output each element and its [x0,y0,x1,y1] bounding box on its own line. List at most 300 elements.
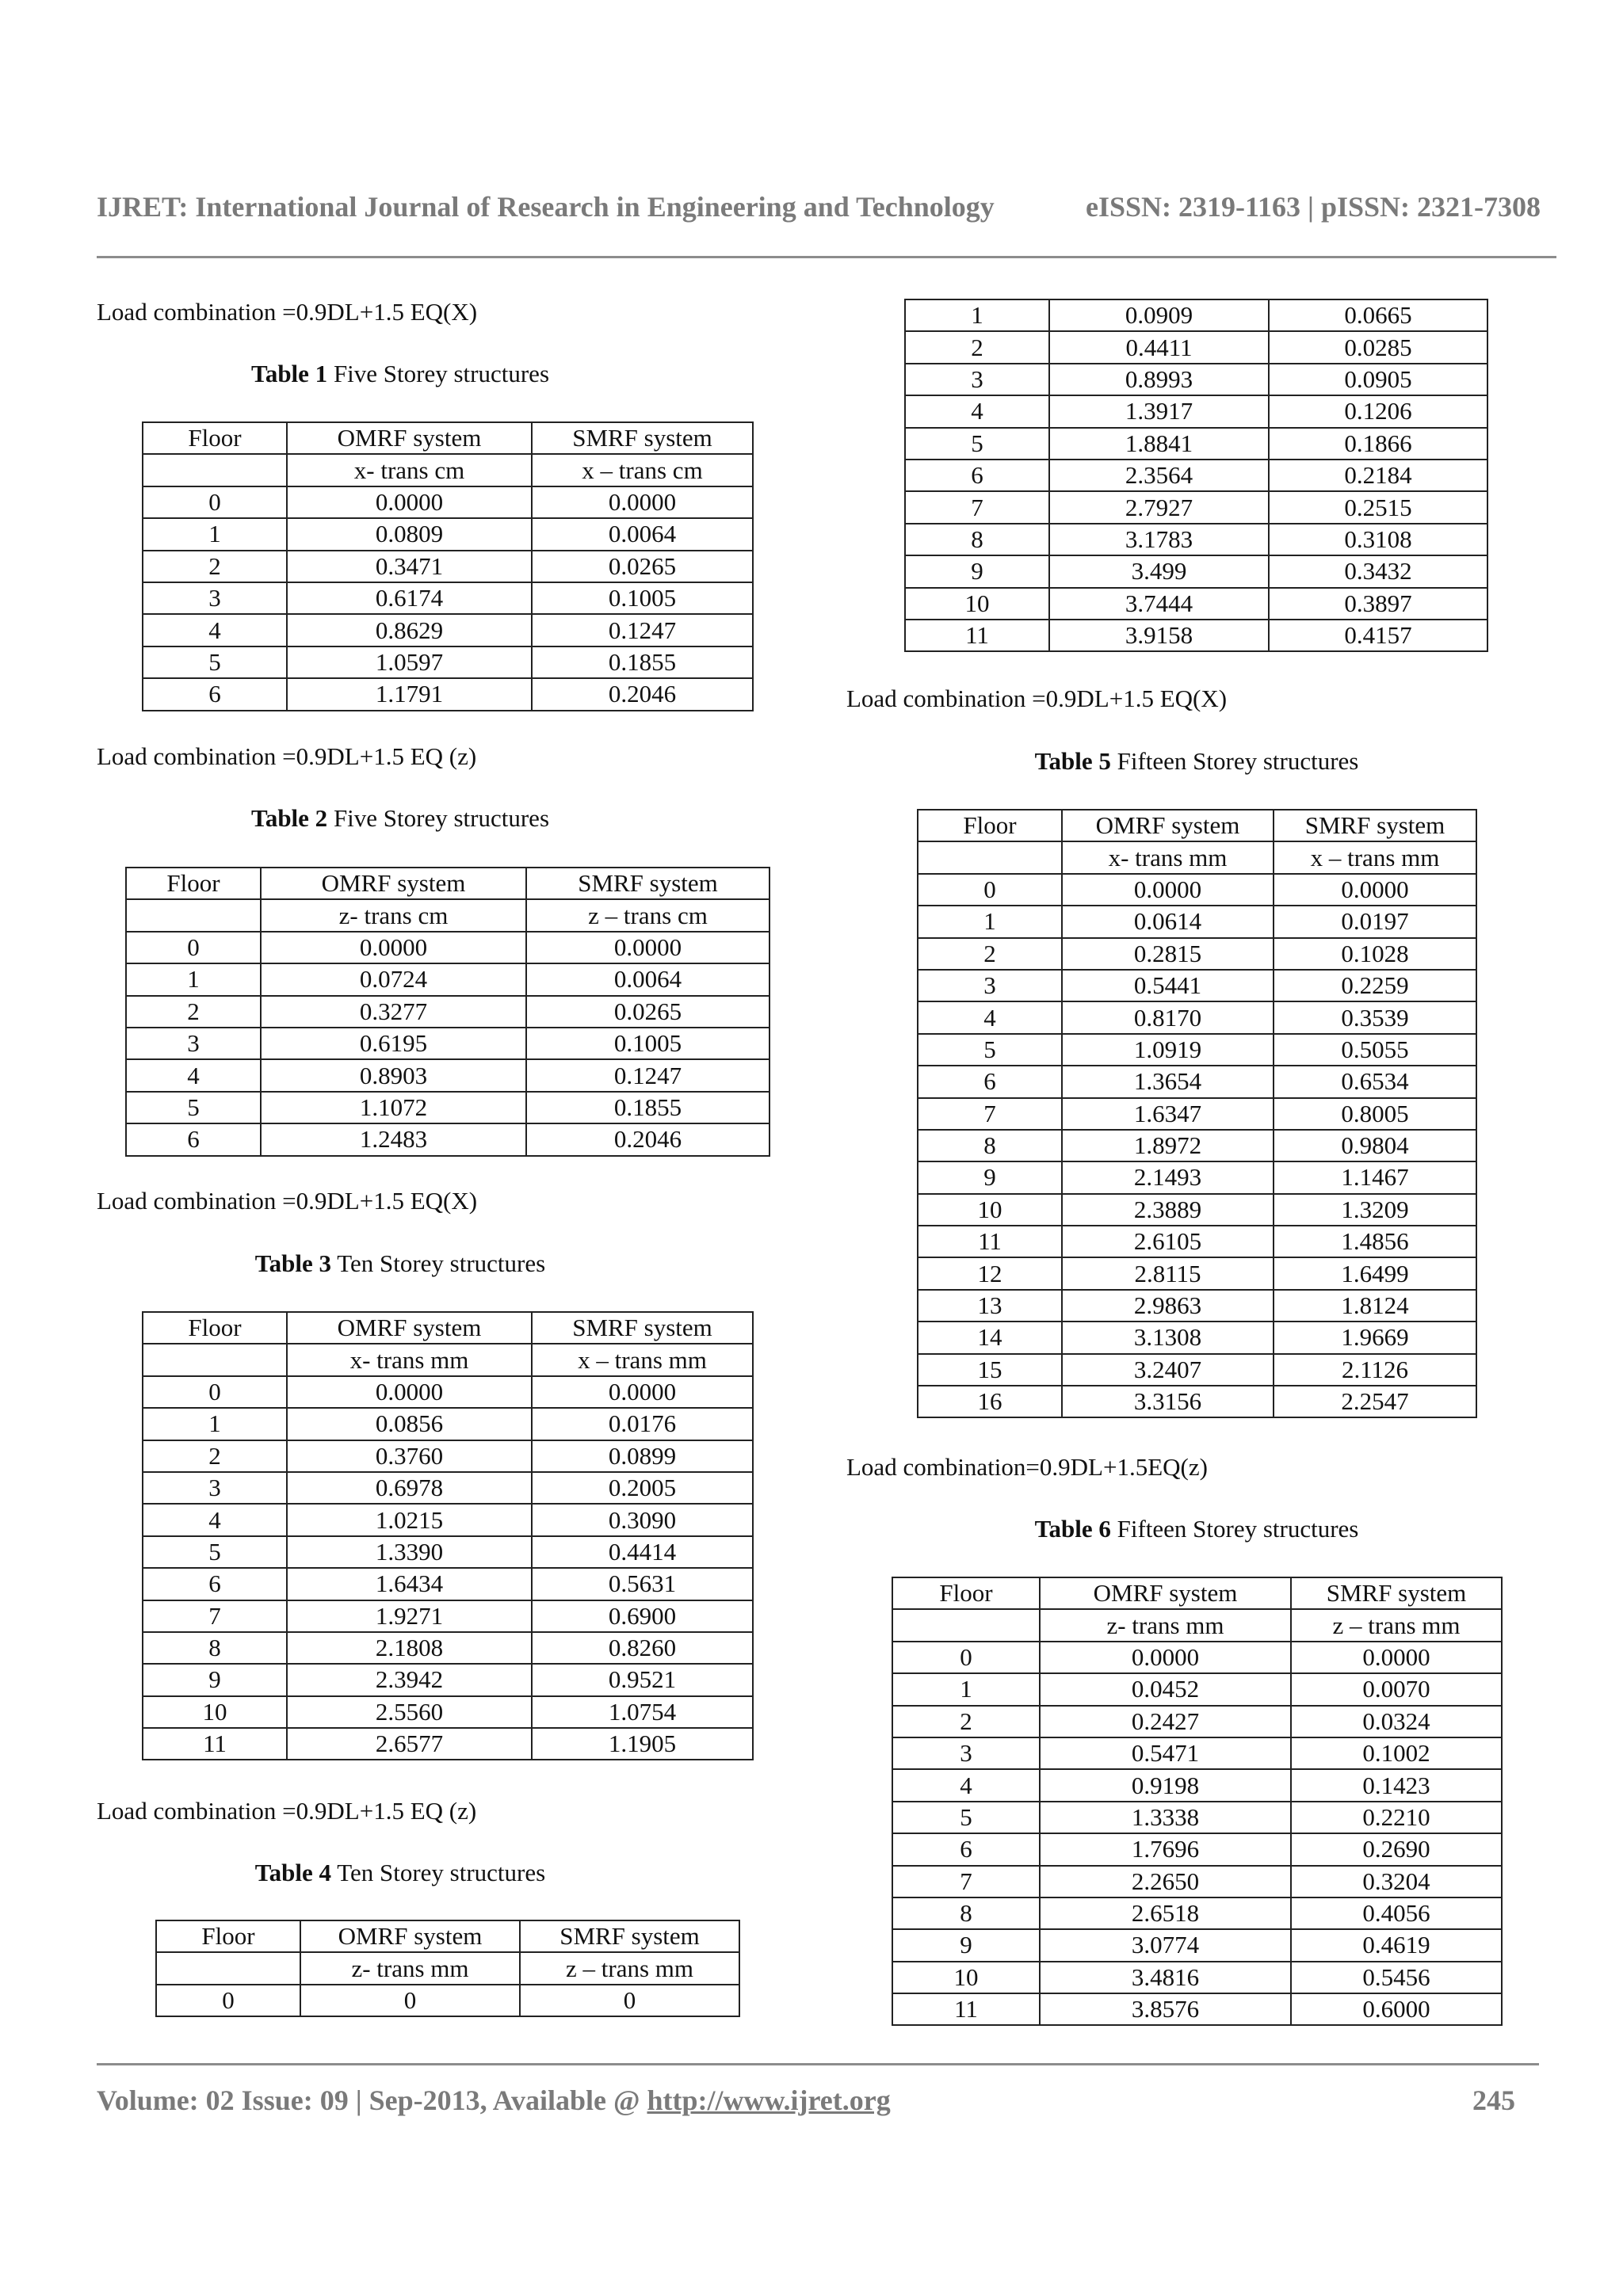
table-row [892,1673,1502,1705]
table-cell: 0.0899 [532,1440,753,1472]
table-cell: 0.0614 [1062,906,1274,937]
table-row [143,486,753,518]
table-6-caption [919,1515,1474,1543]
table-cell: z – trans cm [526,899,769,931]
table-cell: 1.8972 [1062,1130,1274,1161]
table-cell: 1 [126,963,261,995]
table-cell: 1.9271 [287,1600,532,1632]
table-cell: 0.6195 [261,1028,526,1059]
table-cell: 4 [892,1769,1040,1801]
table-row [918,1161,1476,1193]
table-row [905,588,1487,620]
table-cell: 0.9198 [1040,1769,1291,1801]
table-cell: 0.6900 [532,1600,753,1632]
table-cell: 3 [143,1472,287,1504]
table-cell: z- trans cm [261,899,526,931]
table-row [918,938,1476,970]
table-cell: 0.0724 [261,963,526,995]
table-cell [156,1952,300,1984]
table-cell: 0.3539 [1274,1001,1476,1033]
table-cell: 1.2483 [261,1123,526,1155]
table-row [143,1504,753,1535]
table-cell: 0.1206 [1269,395,1487,427]
table-row [905,555,1487,587]
table-cell: 0.0000 [526,932,769,963]
table-cell: 1 [918,906,1062,937]
table-cell: 0.0000 [1040,1642,1291,1673]
table-cell: 4 [143,1504,287,1535]
table-cell: x- trans cm [287,454,532,486]
table-cell: 6 [892,1833,1040,1865]
table-cell: 0.4411 [1049,331,1269,363]
table-row [126,1092,769,1123]
table-cell: 10 [143,1696,287,1728]
table-row [143,1664,753,1695]
table-row [918,1257,1476,1289]
load-combination-4: Load combination =0.9DL+1.5 EQ (z) [97,1797,477,1825]
table-cell: 0.3471 [287,551,532,582]
table-cell: 15 [918,1354,1062,1386]
table-cell: 5 [892,1802,1040,1833]
table-cell: 9 [918,1161,1062,1193]
load-combination-1: Load combination =0.9DL+1.5 EQ(X) [97,298,478,326]
table-cell: 16 [918,1386,1062,1417]
table-cell: 11 [892,1993,1040,2025]
table-header-row [143,1312,753,1344]
table-cell: 1.3209 [1274,1194,1476,1226]
load-combination-3: Load combination =0.9DL+1.5 EQ(X) [97,1187,478,1215]
table-cell: 0.5441 [1062,970,1274,1001]
table-cell: 0.0665 [1269,299,1487,331]
table-cell: 7 [892,1866,1040,1897]
table-cell: 3.4816 [1040,1962,1291,1993]
table-cell: 1.3917 [1049,395,1269,427]
table-cell: 3.8576 [1040,1993,1291,2025]
table-cell: 0.3204 [1291,1866,1502,1897]
table-cell: 3.3156 [1062,1386,1274,1417]
table-row [918,1226,1476,1257]
table-cell: 0.4056 [1291,1897,1502,1929]
table-cell: 2.6518 [1040,1897,1291,1929]
table-row [918,1066,1476,1097]
table-cell: 0.0000 [1291,1642,1502,1673]
table-cell: 0.1028 [1274,938,1476,970]
table-cell: 7 [143,1600,287,1632]
table-cell: 0.0064 [532,518,753,550]
table-cell: 0.2259 [1274,970,1476,1001]
table-cell: Floor [143,422,287,454]
table-cell: 10 [892,1962,1040,1993]
table-cell: 0.2427 [1040,1706,1291,1737]
table-cell: 2 [892,1706,1040,1737]
table-6 [892,1577,1503,2026]
table-cell: Floor [156,1920,300,1952]
table-2-label: Table 2 [250,804,328,832]
table-cell: 11 [905,620,1049,651]
table-row [892,1929,1502,1961]
load-combination-6: Load combination=0.9DL+1.5EQ(z) [846,1453,1208,1481]
table-cell: 2.5560 [287,1696,532,1728]
table-row [905,491,1487,523]
table-cell: 3.0774 [1040,1929,1291,1961]
table-cell: 0.0000 [261,932,526,963]
table-cell: 0.8629 [287,614,532,646]
table-cell: 10 [905,588,1049,620]
table-cell: 3.2407 [1062,1354,1274,1386]
table-cell: 0.0905 [1269,364,1487,395]
table-2-title: Five Storey structures [327,804,550,832]
table-cell: 6 [143,1568,287,1600]
table-cell: 1.7696 [1040,1833,1291,1865]
table-row [143,1568,753,1600]
table-row [918,1194,1476,1226]
table-cell: 0.2210 [1291,1802,1502,1833]
running-footer [97,2084,1515,2117]
table-header-row [918,810,1476,841]
table-row [905,299,1487,331]
table-cell: 3 [918,970,1062,1001]
table-cell: 0.0197 [1274,906,1476,937]
table-cell: 2.1808 [287,1632,532,1664]
table-cell: 2 [905,331,1049,363]
table-unit-row [156,1952,739,1984]
table-cell: 0 [126,932,261,963]
table-4-title: Ten Storey structures [331,1859,546,1886]
table-cell: 4 [126,1059,261,1091]
table-header-row [156,1920,739,1952]
table-cell: 8 [892,1897,1040,1929]
table-cell: 0.0324 [1291,1706,1502,1737]
table-cell: x – trans mm [1274,841,1476,873]
table-cell: 7 [918,1098,1062,1130]
table-row [892,1866,1502,1897]
table-row [892,1706,1502,1737]
table-cell: 2 [143,1440,287,1472]
table-row [892,1802,1502,1833]
table-cell: 7 [905,491,1049,523]
table-cell [143,1344,287,1375]
table-cell: z- trans mm [300,1952,520,1984]
table-row [126,963,769,995]
table-cell: z- trans mm [1040,1609,1291,1641]
table-cell: 1.1072 [261,1092,526,1123]
table-1-title: Five Storey structures [327,360,550,387]
table-cell: SMRF system [532,422,753,454]
table-3-label: Table 3 [254,1249,331,1277]
table-unit-row [143,454,753,486]
table-cell: 3.9158 [1049,620,1269,651]
table-cell: 2.2547 [1274,1386,1476,1417]
table-row [143,582,753,614]
table-cell: 1.8124 [1274,1290,1476,1322]
table-cell: 0 [143,1376,287,1408]
table-5 [917,809,1477,1418]
table-cell: 1.9669 [1274,1322,1476,1353]
table-cell: x – trans cm [532,454,753,486]
table-cell: 3.499 [1049,555,1269,587]
table-cell: 0.8993 [1049,364,1269,395]
table-cell: 0.4157 [1269,620,1487,651]
volume-text: Volume: 02 Issue: 09 | Sep-2013, Available @ [97,2084,647,2116]
table-cell: 1.0597 [287,646,532,678]
table-cell: 2 [143,551,287,582]
table-row [918,1354,1476,1386]
table-cell: 2.1493 [1062,1161,1274,1193]
table-cell: SMRF system [1291,1577,1502,1609]
table-cell: 3.1783 [1049,524,1269,555]
table-unit-row [892,1609,1502,1641]
table-cell: 0.0909 [1049,299,1269,331]
table-cell: 0.0000 [532,1376,753,1408]
table-row [143,1728,753,1760]
table-cell: 8 [143,1632,287,1664]
table-cell: 1 [143,518,287,550]
table-cell: 0.3277 [261,996,526,1028]
table-cell: 0.4619 [1291,1929,1502,1961]
table-cell: 1.1905 [532,1728,753,1760]
table-cell: z – trans mm [520,1952,739,1984]
table-row [143,1632,753,1664]
table-row [143,646,753,678]
table-cell: 0.2184 [1269,460,1487,491]
table-cell: 0.3760 [287,1440,532,1472]
table-cell: 0.0856 [287,1408,532,1440]
table-row [918,1290,1476,1322]
table-cell: 0.5456 [1291,1962,1502,1993]
table-cell: 0 [892,1642,1040,1673]
table-3-title: Ten Storey structures [331,1249,546,1277]
table-cell: 0.8170 [1062,1001,1274,1033]
table-cell: 2.3889 [1062,1194,1274,1226]
table-row [143,1696,753,1728]
table-cell: 5 [918,1034,1062,1066]
volume-info [97,2084,891,2117]
table-cell: 0.3090 [532,1504,753,1535]
table-cell: 1.0215 [287,1504,532,1535]
table-row [143,614,753,646]
table-header-row [126,868,769,899]
table-cell: SMRF system [526,868,769,899]
table-cell: 3.1308 [1062,1322,1274,1353]
table-cell: 9 [892,1929,1040,1961]
table-row [143,1440,753,1472]
table-row [905,524,1487,555]
table-cell: 2.3564 [1049,460,1269,491]
table-row [918,874,1476,906]
table-cell: 0.2005 [532,1472,753,1504]
table-cell: 1.6434 [287,1568,532,1600]
table-cell: 11 [918,1226,1062,1257]
table-cell: SMRF system [520,1920,739,1952]
table-row [126,1123,769,1155]
table-cell: 0.0064 [526,963,769,995]
table-cell [143,454,287,486]
table-cell: 0.3108 [1269,524,1487,555]
table-cell: 0.1005 [526,1028,769,1059]
table-cell: x – trans mm [532,1344,753,1375]
table-cell: 0.0452 [1040,1673,1291,1705]
table-cell: 2.2650 [1040,1866,1291,1897]
table-row [918,1386,1476,1417]
table-cell: 0.2515 [1269,491,1487,523]
table-row [918,1001,1476,1033]
table-unit-row [126,899,769,931]
table-cell: 9 [905,555,1049,587]
table-cell: 1 [892,1673,1040,1705]
table-cell: 1.6347 [1062,1098,1274,1130]
table-cell: 1.8841 [1049,428,1269,460]
table-cell: 0.8260 [532,1632,753,1664]
table-cell: 1 [905,299,1049,331]
table-row [892,1993,1502,2025]
table-cell: 5 [126,1092,261,1123]
table-4-caption [143,1859,658,1887]
table-cell: 0.6534 [1274,1066,1476,1097]
table-cell: x- trans mm [1062,841,1274,873]
table-row [892,1769,1502,1801]
table-cell: 0.2046 [532,678,753,710]
table-cell: SMRF system [532,1312,753,1344]
table-cell: 0.0000 [287,1376,532,1408]
table-cell: 0.1855 [532,646,753,678]
table-cell: 0.0000 [1274,874,1476,906]
table-cell: 0.6174 [287,582,532,614]
table-cell: 2.9863 [1062,1290,1274,1322]
table-cell: 2 [126,996,261,1028]
table-row [156,1985,739,2016]
table-4-continued [904,299,1488,652]
table-cell: 5 [143,1536,287,1568]
table-cell: 2.7927 [1049,491,1269,523]
table-cell: 1 [143,1408,287,1440]
table-cell: OMRF system [1040,1577,1291,1609]
table-cell: 0.8903 [261,1059,526,1091]
table-cell: 6 [143,678,287,710]
table-cell: 14 [918,1322,1062,1353]
table-row [905,395,1487,427]
table-cell: 4 [905,395,1049,427]
table-row [892,1897,1502,1929]
table-cell: 0.2046 [526,1123,769,1155]
table-cell: z – trans mm [1291,1609,1502,1641]
table-row [892,1962,1502,1993]
table-row [143,551,753,582]
table-row [905,428,1487,460]
table-cell: 0.8005 [1274,1098,1476,1130]
table-cell: Floor [892,1577,1040,1609]
table-5-title: Fifteen Storey structures [1110,747,1359,775]
table-cell: 0.1247 [532,614,753,646]
running-header [97,190,1541,223]
table-cell: Floor [143,1312,287,1344]
table-4-label: Table 4 [254,1859,331,1886]
table-cell: 0.0176 [532,1408,753,1440]
table-cell: 0.1423 [1291,1769,1502,1801]
table-row [143,518,753,550]
table-cell: 0.1866 [1269,428,1487,460]
table-cell: 2.6105 [1062,1226,1274,1257]
table-row [126,1028,769,1059]
table-row [918,1098,1476,1130]
table-cell: 0.0070 [1291,1673,1502,1705]
table-cell: OMRF system [261,868,526,899]
table-row [143,678,753,710]
table-cell: 0 [156,1985,300,2016]
table-cell: 2 [918,938,1062,970]
table-cell: 0.4414 [532,1536,753,1568]
table-cell: 1.1467 [1274,1161,1476,1193]
table-row [918,906,1476,937]
table-cell: 12 [918,1257,1062,1289]
table-cell: 0.3897 [1269,588,1487,620]
table-cell: 1.4856 [1274,1226,1476,1257]
table-cell: SMRF system [1274,810,1476,841]
table-cell [126,899,261,931]
table-row [126,1059,769,1091]
table-cell: 5 [905,428,1049,460]
table-cell: 0.0285 [1269,331,1487,363]
table-cell: x- trans mm [287,1344,532,1375]
table-cell: 0.1005 [532,582,753,614]
table-cell: 0.0000 [532,486,753,518]
table-cell: 0 [918,874,1062,906]
table-5-label: Table 5 [1034,747,1111,775]
issn: eISSN: 2319-1163 | pISSN: 2321-7308 [1086,191,1541,223]
journal-title: IJRET: International Journal of Research in Engineering and Technology [97,191,995,223]
table-cell: 1.6499 [1274,1257,1476,1289]
table-cell: 2.1126 [1274,1354,1476,1386]
table-cell: 3 [126,1028,261,1059]
table-cell: 0.2690 [1291,1833,1502,1865]
table-cell: 2.3942 [287,1664,532,1695]
table-header-row [143,422,753,454]
table-cell: 9 [143,1664,287,1695]
table-cell: 5 [143,646,287,678]
header-rule [97,256,1556,258]
page-number: 245 [1472,2084,1515,2116]
table-cell: 3 [143,582,287,614]
table-row [918,1322,1476,1353]
table-cell: Floor [126,868,261,899]
table-cell: 3 [905,364,1049,395]
table-1-label: Table 1 [250,360,328,387]
table-cell: 2.6577 [287,1728,532,1760]
table-cell: OMRF system [300,1920,520,1952]
table-cell: 0.1247 [526,1059,769,1091]
table-row [905,620,1487,651]
table-cell: 0.6978 [287,1472,532,1504]
table-cell: 8 [905,524,1049,555]
table-cell: 1.3654 [1062,1066,1274,1097]
table-6-title: Fifteen Storey structures [1110,1515,1359,1543]
table-cell: OMRF system [287,422,532,454]
table-unit-row [918,841,1476,873]
table-row [126,996,769,1028]
table-cell: 0.2815 [1062,938,1274,970]
journal-link[interactable]: http://www.ijret.org [647,2084,891,2116]
table-row [905,331,1487,363]
table-cell: 1.3338 [1040,1802,1291,1833]
table-cell: 0.5471 [1040,1737,1291,1769]
table-cell: 0 [300,1985,520,2016]
table-header-row [892,1577,1502,1609]
table-3-caption [143,1249,658,1278]
table-row [918,1130,1476,1161]
table-cell: 0.5055 [1274,1034,1476,1066]
load-combination-2: Load combination =0.9DL+1.5 EQ (z) [97,742,477,770]
table-cell: 1.0919 [1062,1034,1274,1066]
table-row [892,1642,1502,1673]
